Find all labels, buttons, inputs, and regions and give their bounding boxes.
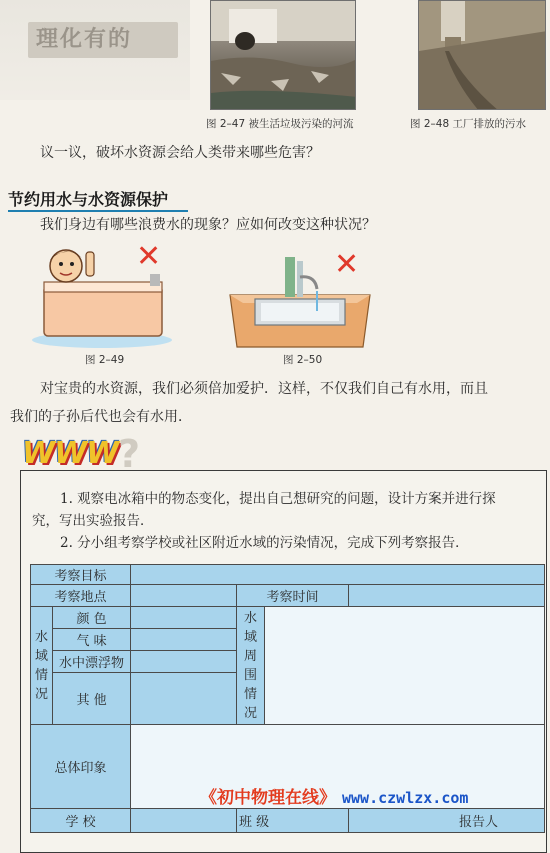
water-status-vertical-text: 水域情况 <box>34 629 48 702</box>
field-school[interactable] <box>131 809 237 833</box>
label-survey-location: 考察地点 <box>31 585 131 607</box>
activity-item-1: 1. 观察电冰箱中的物态变化，提出自己想研究的问题，设计方案并进行探 <box>60 491 496 507</box>
paragraph-line-1: 对宝贵的水资源，我们必须倍加爱护．这样，不仅我们自己有水用，而且 <box>40 381 488 397</box>
figure-caption-2-49: 图 2–49 <box>85 354 125 366</box>
site-watermark <box>200 783 468 808</box>
activity-item-1-cont: 究，写出实验报告． <box>32 513 154 529</box>
figure-caption-2-47: 图 2–47 被生活垃圾污染的河流 <box>206 118 354 130</box>
label-survey-goal: 考察目标 <box>31 565 131 585</box>
label-overall: 总体印象 <box>31 725 131 809</box>
side-tag: 理化有的 <box>28 22 178 58</box>
label-class-text: 班 级 <box>239 815 270 830</box>
label-other: 其 他 <box>53 673 131 725</box>
www-badge-icon <box>22 432 141 476</box>
discussion-prompt: 议一议，破坏水资源会给人类带来哪些危害？ <box>40 145 320 161</box>
photo-factory-sewage <box>418 0 546 110</box>
label-water-status <box>31 607 53 725</box>
watermark-title: 《初中物理在线》 <box>200 788 336 808</box>
activity-item-2: 2. 分小组考察学校或社区附近水域的污染情况，完成下列考察报告． <box>60 535 469 551</box>
field-surroundings[interactable] <box>265 607 545 725</box>
field-survey-goal[interactable] <box>131 565 545 585</box>
label-smell: 气 味 <box>53 629 131 651</box>
paragraph-line-2: 我们的子孙后代也会有水用． <box>10 409 192 425</box>
watermark-url[interactable]: www.czwlzx.com <box>342 789 469 807</box>
label-reporter-text: 报告人 <box>459 815 499 830</box>
label-reporter <box>349 809 545 833</box>
x-mark-icon: ✕ <box>334 247 360 282</box>
section-heading: 节约用水与水资源保护 <box>8 190 169 209</box>
label-surroundings <box>237 607 265 725</box>
figure-caption-2-48: 图 2–48 工厂排放的污水 <box>410 118 526 130</box>
label-class <box>237 809 349 833</box>
question-mark-icon: ? <box>118 432 141 476</box>
label-color: 颜 色 <box>53 607 131 629</box>
polluted-river-illustration <box>211 1 356 110</box>
question-text: 我们身边有哪些浪费水的现象？应如何改变这种状况？ <box>40 217 376 233</box>
field-floating[interactable] <box>131 651 237 673</box>
photo-polluted-river <box>210 0 356 110</box>
field-survey-time[interactable] <box>349 585 545 607</box>
label-survey-time: 考察时间 <box>237 585 349 607</box>
x-mark-icon: ✕ <box>136 239 162 274</box>
field-other[interactable] <box>131 673 237 725</box>
field-color[interactable] <box>131 607 237 629</box>
factory-sewage-illustration <box>419 1 546 110</box>
label-school: 学 校 <box>31 809 131 833</box>
field-survey-location[interactable] <box>131 585 237 607</box>
figure-caption-2-50: 图 2–50 <box>283 354 323 366</box>
field-smell[interactable] <box>131 629 237 651</box>
label-floating: 水中漂浮物 <box>53 651 131 673</box>
surroundings-vertical-text: 水域周围情况 <box>244 610 258 721</box>
www-badge-text: WWW <box>22 436 119 471</box>
